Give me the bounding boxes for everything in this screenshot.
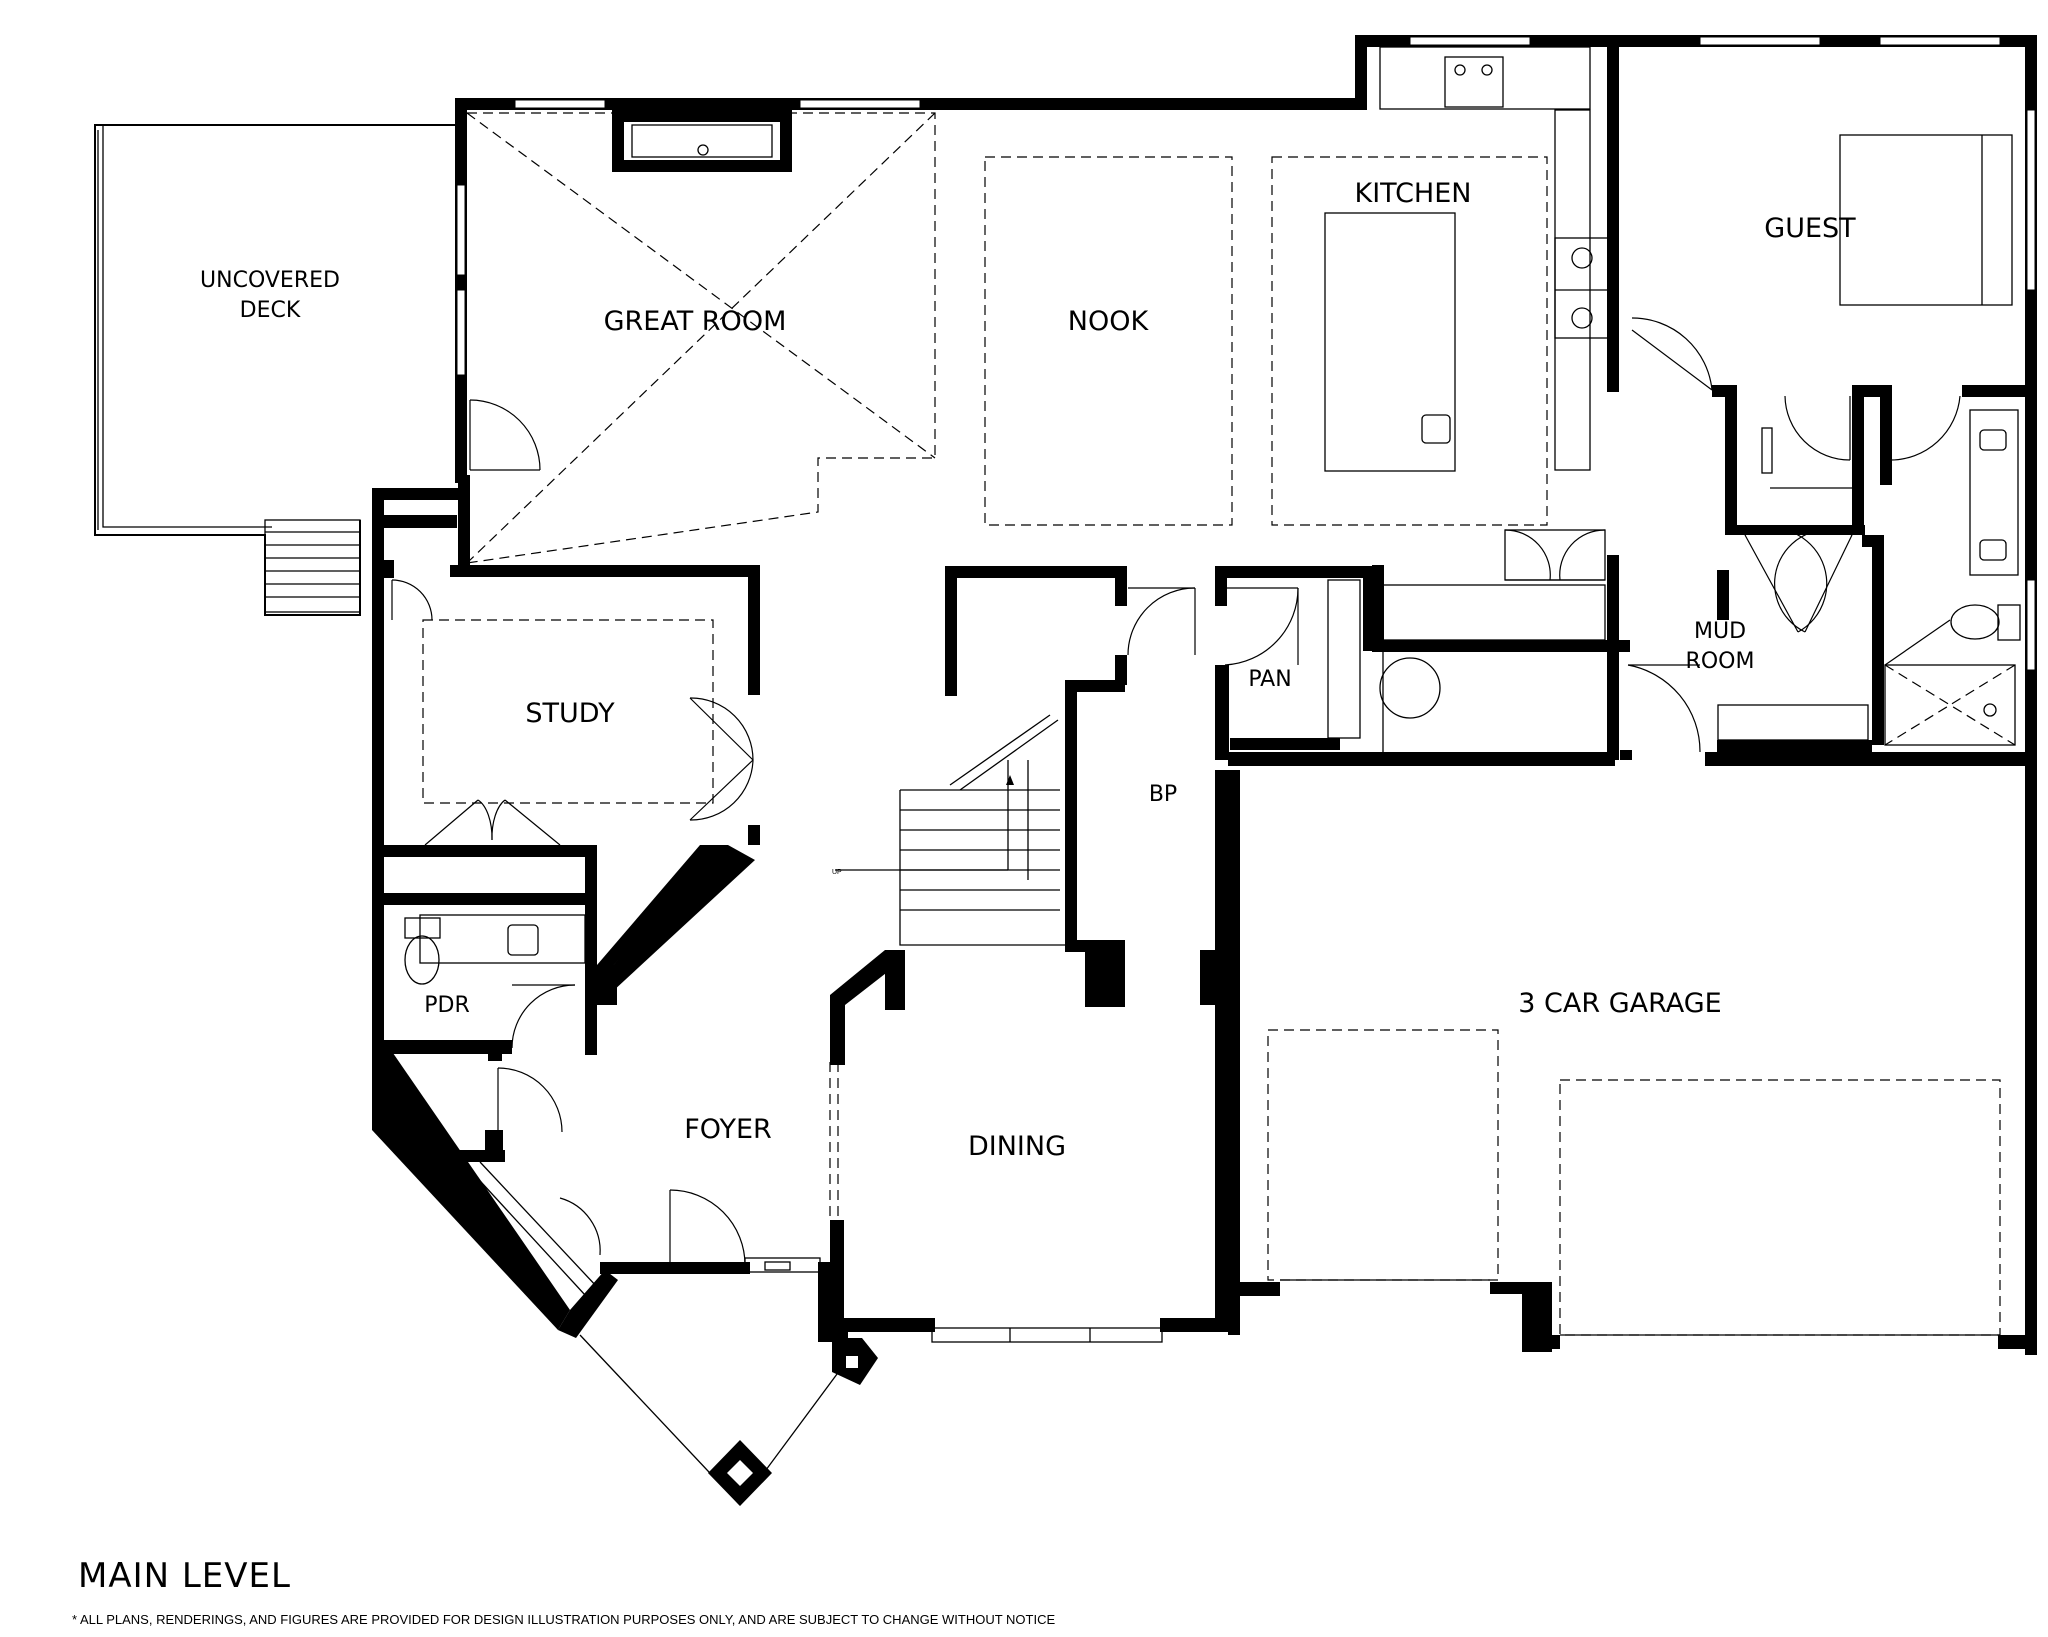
water-heater bbox=[1380, 658, 1440, 718]
nook-label: NOOK bbox=[1067, 306, 1149, 337]
guest-toilet bbox=[1951, 605, 1999, 639]
kitchen-label: KITCHEN bbox=[1354, 178, 1472, 209]
great-room-ceiling bbox=[467, 113, 935, 563]
plan-title: MAIN LEVEL bbox=[78, 1556, 291, 1596]
island-sink bbox=[1422, 415, 1450, 443]
pantry bbox=[1215, 566, 1375, 760]
mud-room-label-line1: MUD bbox=[1693, 619, 1747, 644]
mud-room-label-line2: ROOM bbox=[1685, 649, 1755, 674]
garage-door-2 bbox=[1560, 1080, 2000, 1335]
pdr-label: PDR bbox=[424, 993, 470, 1018]
garage bbox=[1268, 1030, 2000, 1335]
refrigerator bbox=[1505, 530, 1605, 580]
powder-room bbox=[405, 915, 585, 1048]
kitchen-island bbox=[1325, 213, 1455, 471]
great-room-label: GREAT ROOM bbox=[603, 306, 787, 337]
guest-bed bbox=[1840, 135, 2012, 305]
dining-label: DINING bbox=[967, 1131, 1067, 1162]
fireplace bbox=[612, 110, 792, 172]
deck-label-line1: UNCOVERED bbox=[200, 268, 340, 293]
foyer-label: FOYER bbox=[684, 1114, 772, 1145]
garage-label: 3 CAR GARAGE bbox=[1518, 988, 1722, 1019]
disclaimer-note: * ALL PLANS, RENDERINGS, AND FIGURES ARE PROVIDED FOR DESIGN ILLUSTRATION PURPOSES ONLY, AND ARE SUBJECT TO CHANGE WITHOUT NOTICE bbox=[72, 1612, 1056, 1627]
garage-door-1 bbox=[1268, 1030, 1498, 1280]
staircase bbox=[832, 715, 1065, 945]
guest-suite-walls bbox=[1228, 47, 2037, 766]
deck-stairs bbox=[265, 520, 360, 612]
pantry-label: PAN bbox=[1248, 667, 1292, 692]
study-label: STUDY bbox=[525, 698, 615, 729]
powder-toilet bbox=[405, 936, 439, 984]
stair-core bbox=[832, 566, 1228, 1285]
kitchen-area bbox=[1272, 47, 1610, 640]
range bbox=[1555, 238, 1610, 338]
stair-up-note: UP bbox=[832, 869, 842, 876]
deck-label-line2: DECK bbox=[239, 298, 301, 323]
uncovered-deck bbox=[95, 125, 455, 615]
bp-label: BP bbox=[1148, 782, 1178, 807]
nook-ceiling bbox=[985, 157, 1232, 525]
guest-label: GUEST bbox=[1764, 213, 1856, 244]
